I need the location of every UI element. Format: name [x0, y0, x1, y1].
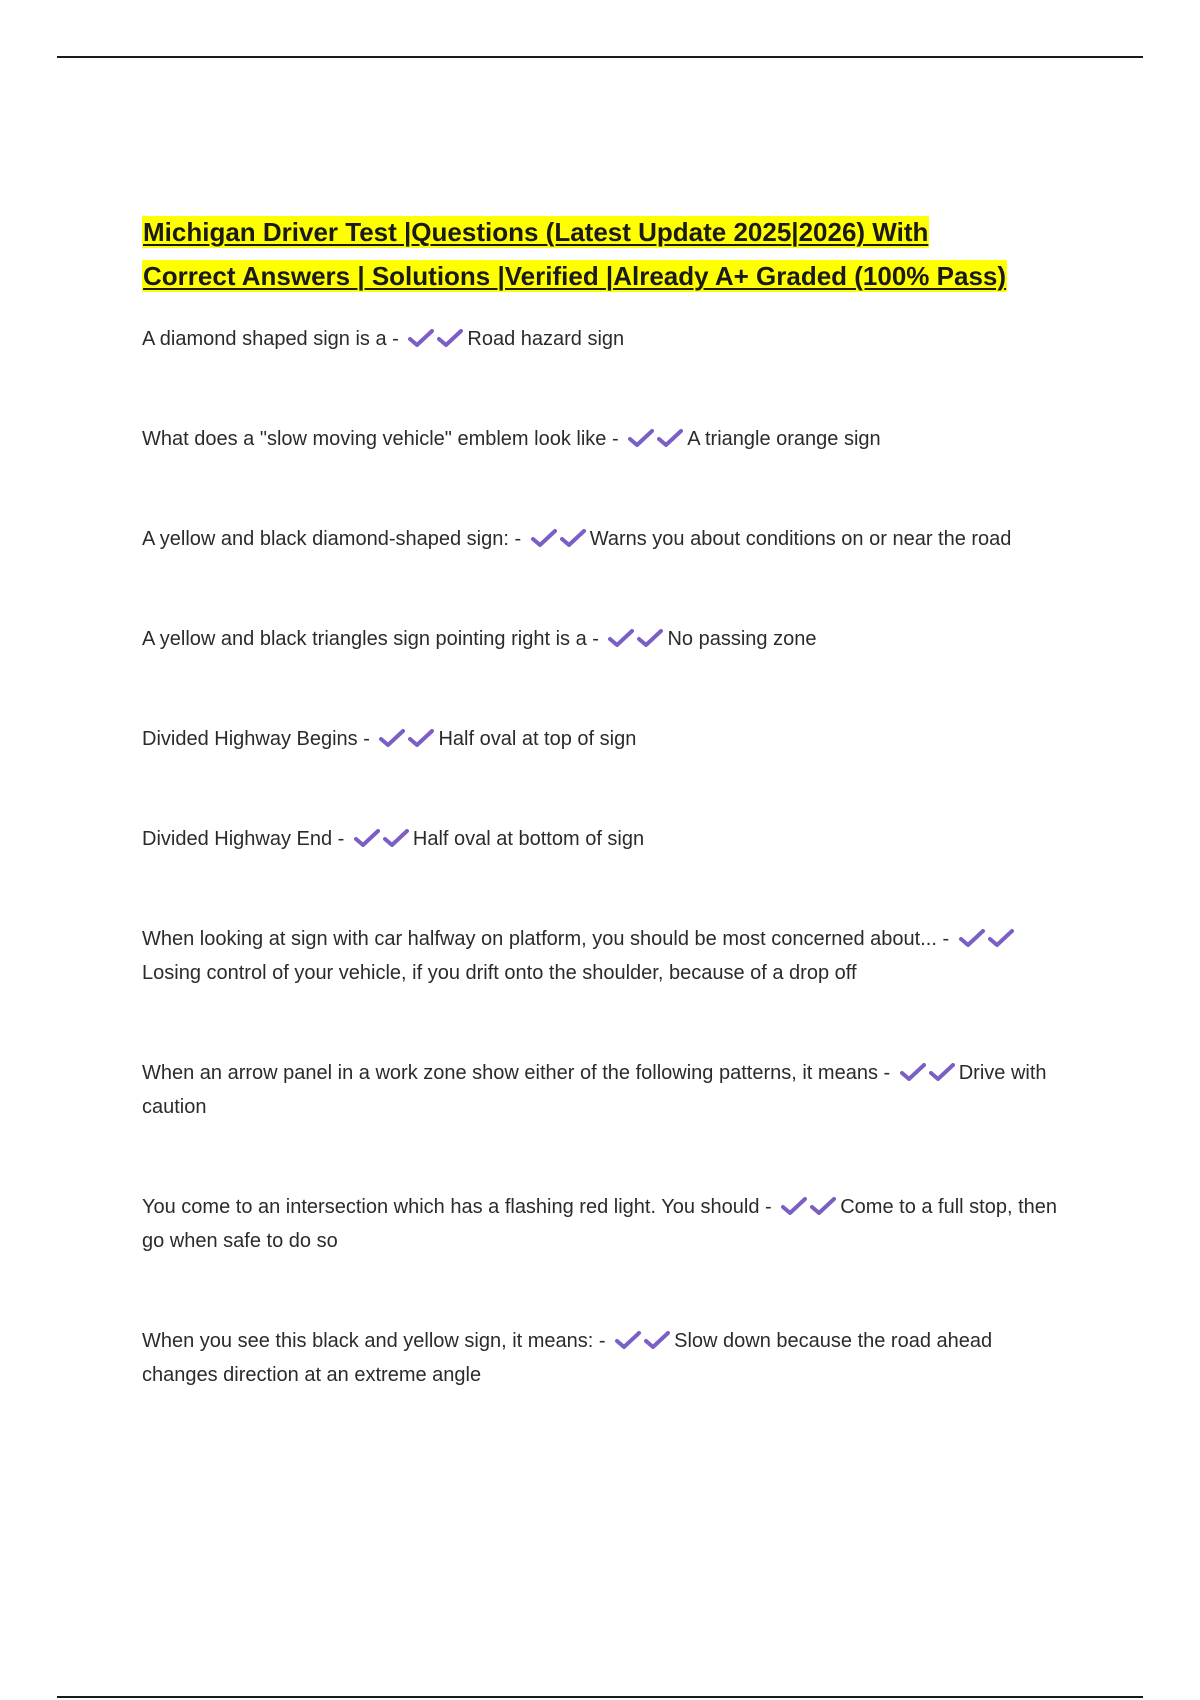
check-icon	[560, 528, 586, 548]
check-icon	[900, 1062, 926, 1082]
qa-item	[142, 1324, 1072, 1392]
question-text: Divided Highway Begins -	[142, 728, 370, 750]
document-body	[142, 210, 1072, 1392]
question-text: When an arrow panel in a work zone show either of the following patterns, it means -	[142, 1062, 891, 1084]
question-text: When looking at sign with car halfway on platform, you should be most concerned about... -	[142, 928, 950, 950]
answer-text: Come to a full stop, then go when safe to do so	[142, 1196, 1058, 1252]
bottom-rule	[57, 1696, 1143, 1698]
question-text: A diamond shaped sign is a -	[142, 328, 399, 350]
question-text: What does a "slow moving vehicle" emblem look like -	[142, 428, 619, 450]
answer-text: Drive with caution	[142, 1062, 1047, 1118]
qa-item	[142, 822, 1072, 856]
qa-item	[142, 422, 1072, 456]
document-title	[142, 210, 1072, 298]
answer-text: Losing control of your vehicle, if you drift onto the shoulder, because of a drop off	[142, 962, 857, 984]
check-icon	[810, 1196, 836, 1216]
question-text: You come to an intersection which has a flashing red light. You should -	[142, 1196, 772, 1218]
check-icon	[644, 1330, 670, 1350]
check-icon	[637, 628, 663, 648]
qa-item	[142, 622, 1072, 656]
check-icon	[379, 728, 405, 748]
answer-text: Warns you about conditions on or near the road	[589, 528, 1012, 550]
answer-text: No passing zone	[667, 628, 817, 650]
answer-text: Half oval at bottom of sign	[412, 828, 645, 850]
top-rule	[57, 56, 1143, 58]
answer-text: Slow down because the road ahead changes direction at an extreme angle	[142, 1330, 993, 1386]
qa-item	[142, 722, 1072, 756]
qa-item	[142, 1190, 1072, 1258]
check-icon	[383, 828, 409, 848]
question-text: When you see this black and yellow sign, it means: -	[142, 1330, 606, 1352]
question-text: A yellow and black diamond-shaped sign: -	[142, 528, 522, 550]
check-icon	[959, 928, 985, 948]
qa-item	[142, 922, 1072, 990]
check-icon	[437, 328, 463, 348]
check-icon	[615, 1330, 641, 1350]
question-text: A yellow and black triangles sign pointing right is a -	[142, 628, 599, 650]
question-text: Divided Highway End -	[142, 828, 345, 850]
check-icon	[531, 528, 557, 548]
qa-item	[142, 1056, 1072, 1124]
check-icon	[354, 828, 380, 848]
check-icon	[929, 1062, 955, 1082]
check-icon	[608, 628, 634, 648]
check-icon	[988, 928, 1014, 948]
title-line-1: Michigan Driver Test |Questions (Latest Update 2025|2026) With	[143, 217, 929, 247]
check-icon	[781, 1196, 807, 1216]
check-icon	[628, 428, 654, 448]
check-icon	[657, 428, 683, 448]
check-icon	[408, 728, 434, 748]
answer-text: A triangle orange sign	[687, 428, 881, 450]
qa-item	[142, 522, 1072, 556]
title-line-2: Correct Answers | Solutions |Verified |Already A+ Graded (100% Pass)	[143, 261, 1007, 291]
answer-text: Half oval at top of sign	[438, 728, 637, 750]
check-icon	[408, 328, 434, 348]
answer-text: Road hazard sign	[467, 328, 625, 350]
qa-item	[142, 322, 1072, 356]
